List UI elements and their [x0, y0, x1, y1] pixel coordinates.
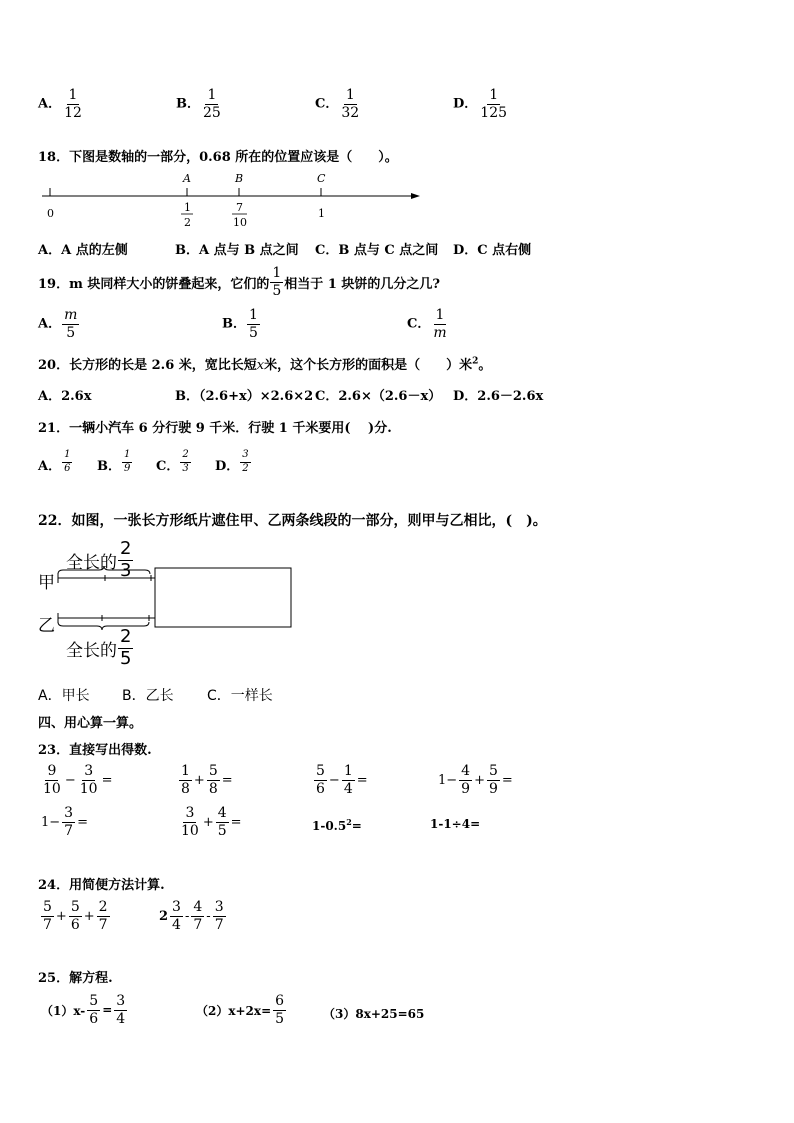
- q25-equation-1: （1）x- $\frac{5}{6}$ = $\frac{3}{4}$: [41, 993, 126, 1027]
- q24-expr-2: 2 $\frac{3}{4}$ - $\frac{4}{7}$ - $\frac{3}{7}$: [159, 899, 224, 933]
- q18-option-a: A．A 点的左侧: [38, 243, 128, 258]
- q17-option-a: A． $\frac{1}{12}$: [38, 87, 82, 121]
- q22-option-b: B．乙长: [122, 688, 174, 704]
- q21-option-c: C． $\frac{2}{3}$: [156, 449, 189, 474]
- q23-expr-1: $\frac{9}{10}$ − $\frac{3}{10}$ =: [43, 763, 113, 797]
- axis-zero-label: 0: [47, 207, 54, 220]
- point-b-label: B: [235, 172, 244, 185]
- q21-option-a: A． $\frac{1}{6}$: [38, 449, 71, 474]
- q23-expr-7: $1-0.5^2=$: [312, 817, 362, 833]
- yi-caption: 全长的 $\frac{2}{5}$: [66, 626, 132, 669]
- jia-brace: [58, 566, 150, 574]
- tick-b-den: 10: [233, 216, 247, 229]
- q25-equation-3: （3）8x+25=65: [323, 1007, 425, 1021]
- paper-rectangle: [155, 568, 291, 627]
- q19-text: 19．m 块同样大小的饼叠起来，它们的 $\frac{1}{5}$ 相当于 1 块饼的几分之几?: [38, 265, 441, 299]
- jia-caption: 全长的 $\frac{2}{3}$: [66, 538, 132, 581]
- point-c-label: C: [317, 172, 326, 185]
- segment-diagram: [55, 560, 300, 635]
- q23-expr-5: 1− $\frac{3}{7}$ =: [41, 805, 88, 839]
- number-line: [30, 168, 430, 230]
- jia-label: 甲: [38, 573, 55, 593]
- q19-option-b: B． $\frac{1}{5}$: [222, 307, 258, 341]
- tick-a-den: 2: [184, 216, 191, 229]
- q20-text: 20．长方形的长是 2.6 米，宽比长短x米，这个长方形的面积是（ ）米$^2$。: [38, 356, 492, 373]
- q17-option-b: B． $\frac{1}{25}$: [176, 87, 221, 121]
- q20-option-b: B．（2.6+x）×2.6×2: [175, 389, 314, 404]
- q25-equation-2: （2）x+2x= $\frac{6}{5}$: [196, 993, 285, 1027]
- q22-text: 22．如图，一张长方形纸片遮住甲、乙两条线段的一部分，则甲与乙相比，( )。: [38, 513, 547, 529]
- q25-text: 25．解方程.: [38, 971, 113, 986]
- q18-option-c: C．B 点与 C 点之间: [315, 243, 439, 258]
- q18-option-d: D．C 点右侧: [453, 243, 532, 258]
- yi-brace: [58, 622, 149, 630]
- q20-option-c: C．2.6×（2.6－x）: [315, 389, 442, 404]
- q18-text: 18．下图是数轴的一部分，0.68 所在的位置应该是（ ）。: [38, 150, 398, 165]
- q23-expr-6: $\frac{3}{10}$ + $\frac{4}{5}$ =: [181, 805, 242, 839]
- q18-option-b: B．A 点与 B 点之间: [175, 243, 299, 258]
- q19-option-a: A． $\frac{m}{5}$: [38, 307, 78, 341]
- tick-b-num: 7: [236, 201, 243, 214]
- q21-text: 21．一辆小汽车 6 分行驶 9 千米．行驶 1 千米要用( )分.: [38, 421, 392, 436]
- q21-option-b: B． $\frac{1}{9}$: [97, 449, 131, 474]
- q19-option-c: C． $\frac{1}{m}$: [407, 307, 447, 341]
- tick-c-label: 1: [318, 207, 325, 220]
- q20-option-d: D．2.6－2.6x: [453, 389, 544, 404]
- q20-option-a: A．2.6x: [38, 389, 92, 404]
- q23-expr-4: 1− $\frac{4}{9}$ + $\frac{5}{9}$ =: [438, 763, 513, 797]
- q24-text: 24．用简便方法计算.: [38, 878, 165, 893]
- q21-option-d: D． $\frac{3}{2}$: [215, 449, 249, 474]
- tick-a-num: 1: [184, 201, 191, 214]
- q23-expr-8: 1-1÷4=: [430, 817, 481, 831]
- point-a-label: A: [183, 172, 191, 185]
- section-heading: 四、用心算一算。: [38, 716, 143, 731]
- q23-expr-3: $\frac{5}{6}$ − $\frac{1}{4}$ =: [316, 763, 368, 797]
- yi-label: 乙: [38, 616, 55, 636]
- q17-option-c: C． $\frac{1}{32}$: [315, 87, 360, 121]
- q23-text: 23．直接写出得数.: [38, 743, 152, 758]
- q23-expr-2: $\frac{1}{8}$ + $\frac{5}{8}$ =: [181, 763, 233, 797]
- q24-expr-1: $\frac{5}{7}$ + $\frac{5}{6}$ + $\frac{2}{7}$: [43, 899, 108, 933]
- q17-option-d: D． $\frac{1}{125}$: [453, 87, 508, 121]
- q22-option-c: C．一样长: [207, 688, 273, 704]
- q22-option-a: A．甲长: [38, 688, 90, 704]
